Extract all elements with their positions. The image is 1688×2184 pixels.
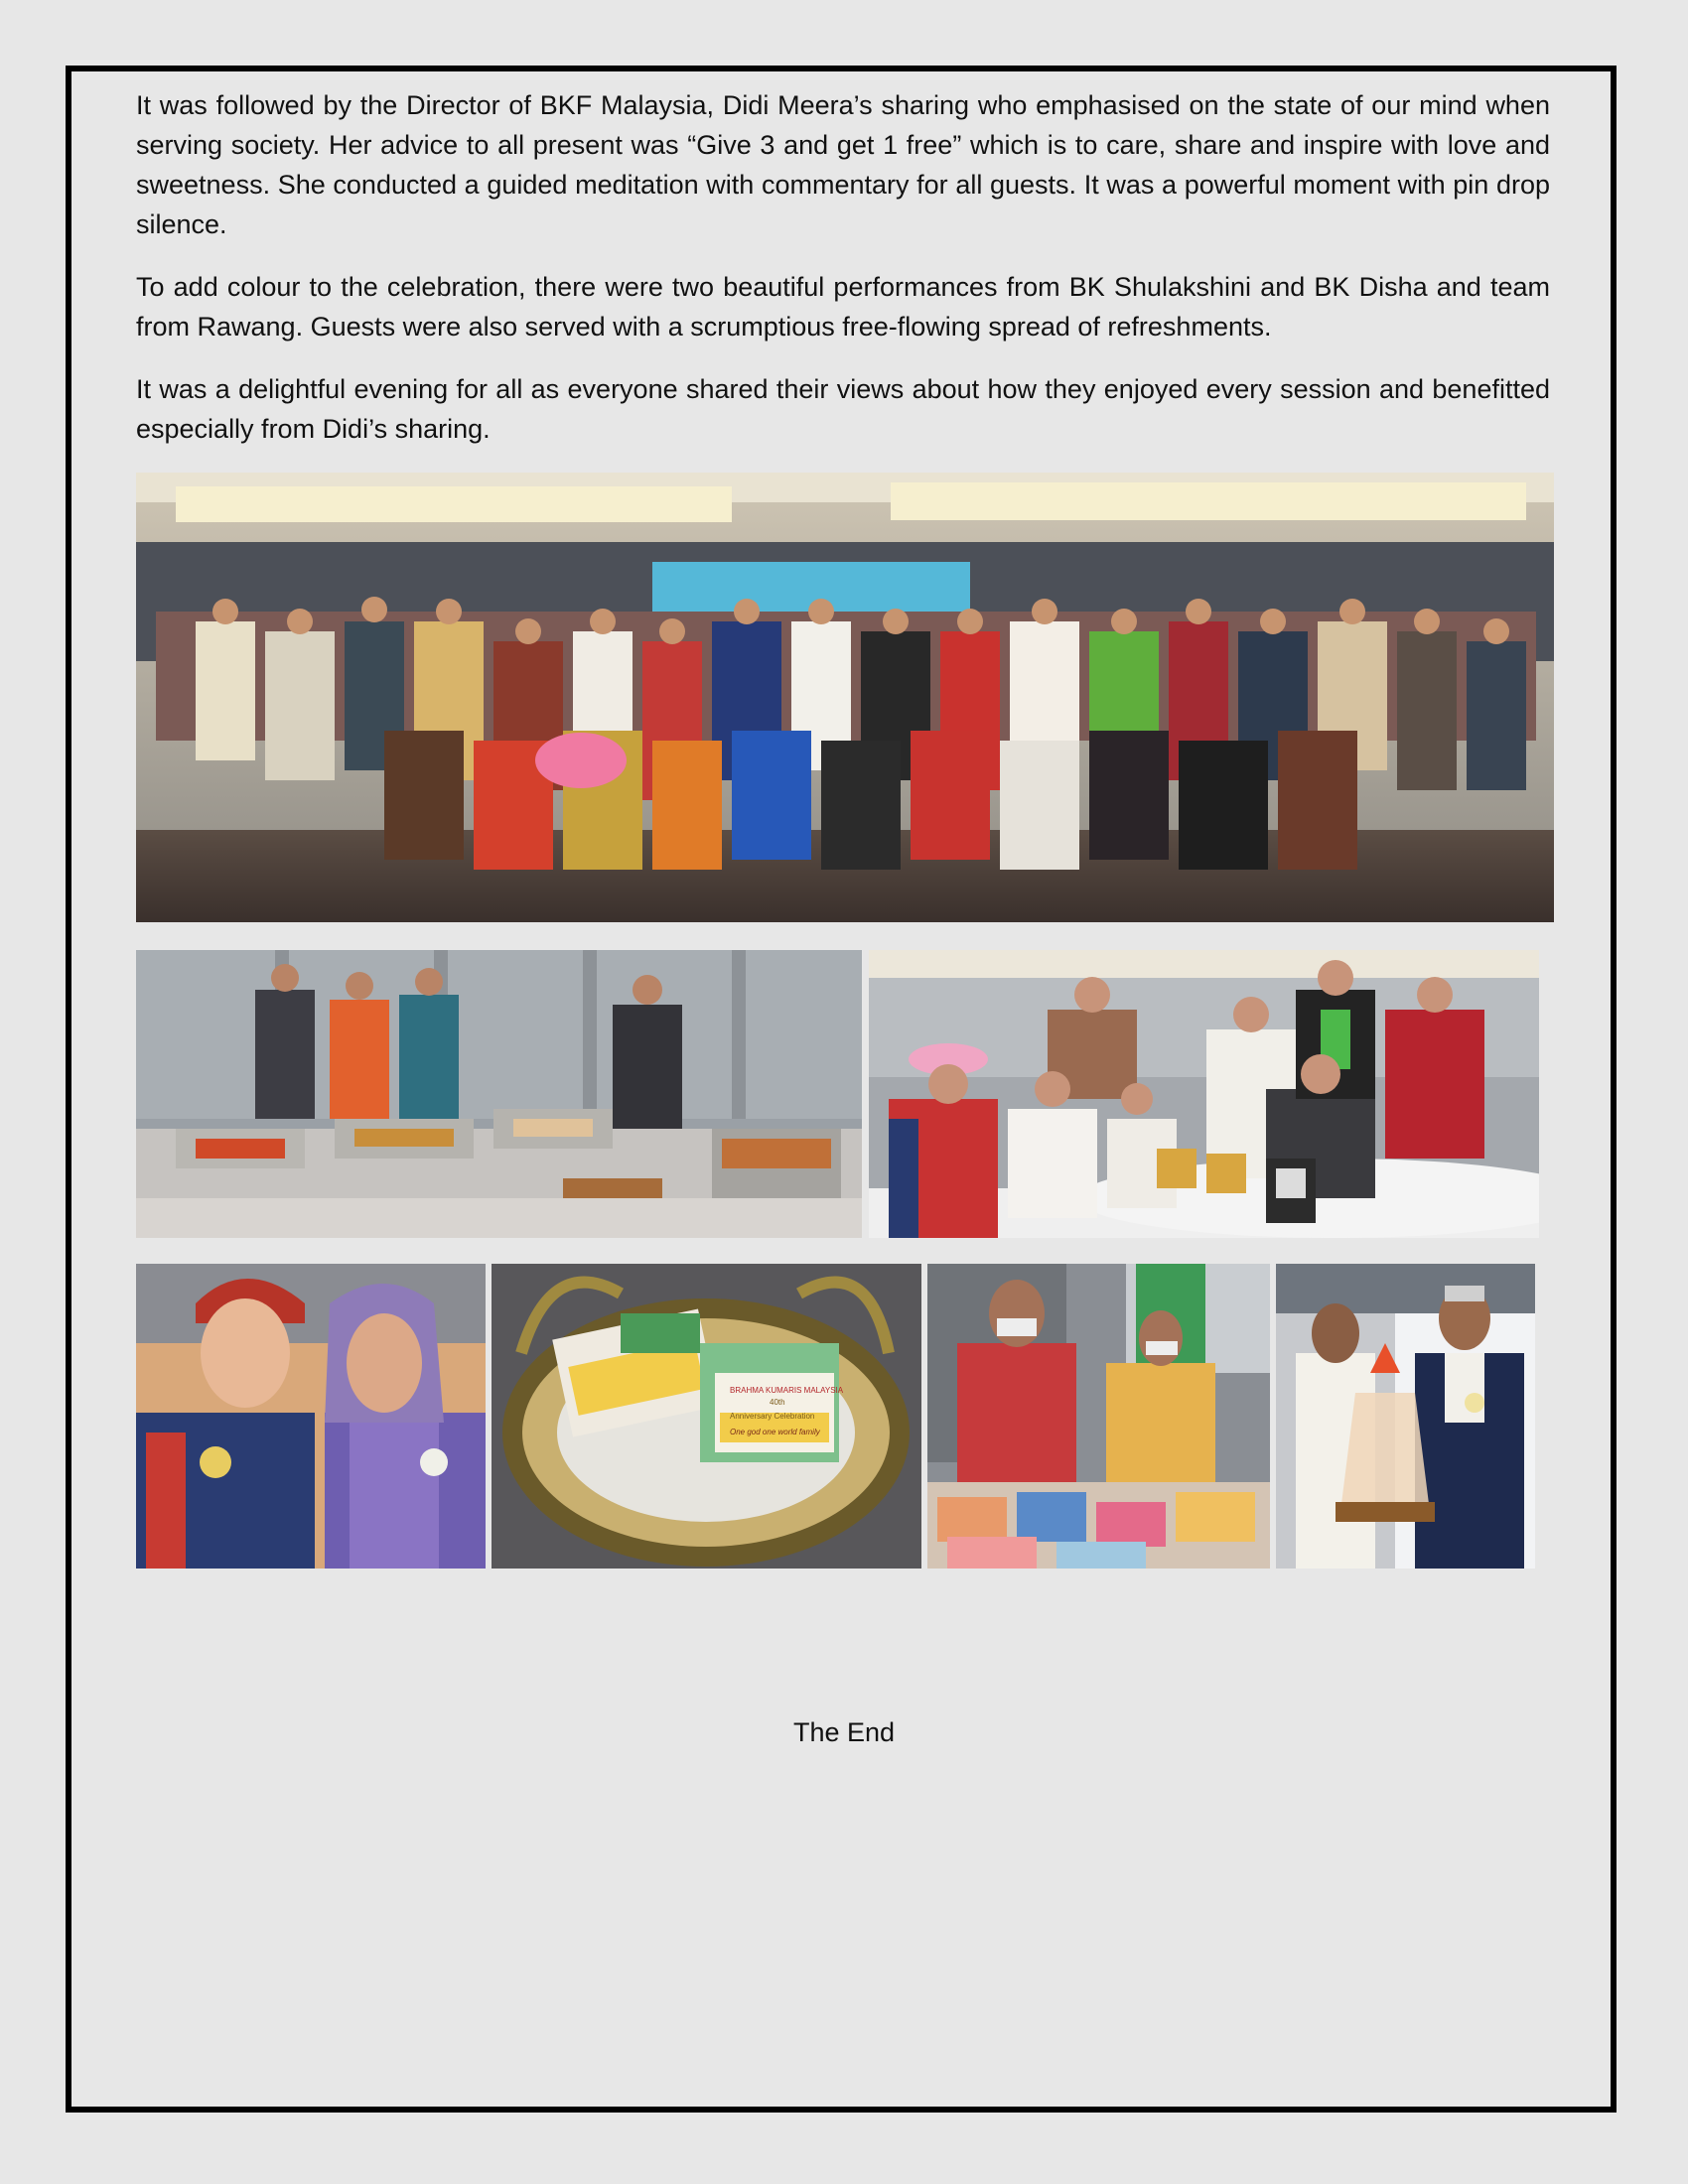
gift-card-motto: One god one world family (730, 1428, 820, 1436)
guests-table-photo (869, 950, 1539, 1238)
gift-card-title: Anniversary Celebration (730, 1412, 815, 1421)
gift-basket-photo (492, 1264, 921, 1569)
refreshments-photo (136, 950, 862, 1238)
book-stall-photo (927, 1264, 1270, 1569)
article-body (136, 85, 1550, 472)
gift-card-org: BRAHMA KUMARIS MALAYSIA (730, 1386, 844, 1395)
paragraph-delightful-evening: It was a delightful evening for all as everyone shared their views about how they enjoyed every session and benefitted especially from Didi’s sharing. (136, 374, 1550, 444)
paragraph-performances: To add colour to the celebration, there were two beautiful performances from BK Shulakshini and BK Disha and team from Rawang. Guests were also served with a scrumptious free-flowing spread of refreshments. (136, 272, 1550, 341)
two-guests-photo (136, 1264, 486, 1569)
closing-text: The End (792, 1717, 896, 1747)
gift-presentation-photo (1276, 1264, 1535, 1569)
paragraph-director-sharing: It was followed by the Director of BKF Malaysia, Didi Meera’s sharing who emphasised on the state of our mind when serving society. Her advice to all present was “Give 3 and get 1 free” which is to care, share and inspire with love and sweetness. She conducted a guided meditation with commentary for all guests. It was a powerful moment with pin drop silence. (136, 90, 1550, 239)
gift-card-number: 40th (770, 1398, 785, 1407)
group-photo (136, 473, 1554, 922)
